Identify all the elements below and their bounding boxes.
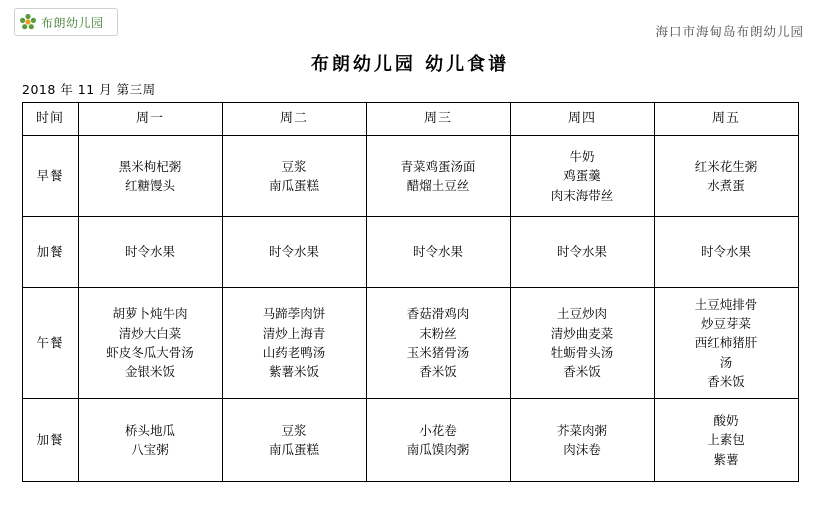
menu-cell [366, 399, 510, 482]
menu-cell [222, 136, 366, 217]
menu-item: 桥头地瓜 [124, 422, 175, 438]
menu-cell [654, 288, 798, 399]
document-header [0, 0, 820, 44]
menu-item: 时令水果 [412, 244, 463, 260]
menu-cell [510, 136, 654, 217]
flower-logo-icon [19, 13, 37, 31]
menu-item: 豆浆 [281, 158, 307, 174]
menu-item: 上素包 [707, 432, 745, 448]
menu-item: 土豆炖排骨 [694, 296, 758, 312]
table-header-row [22, 103, 798, 136]
menu-cell [654, 217, 798, 288]
menu-cell [510, 217, 654, 288]
row-label-lunch: 午餐 [22, 288, 78, 399]
menu-item: 南瓜馍肉粥 [406, 442, 470, 457]
page-title: 布朗幼儿园 幼儿食谱 [310, 54, 510, 75]
menu-item: 鸡蛋羹 [563, 168, 601, 184]
menu-item: 炒豆芽菜 [700, 315, 751, 331]
organization-name: 海口市海甸岛布朗幼儿园 [655, 24, 804, 39]
menu-item: 香米饭 [707, 374, 745, 390]
menu-item: 西红柿猪肝 [694, 335, 758, 351]
menu-item: 八宝粥 [131, 442, 169, 457]
menu-item: 香米饭 [563, 364, 601, 380]
row-label-breakfast: 早餐 [22, 136, 78, 217]
table-row [22, 288, 798, 399]
menu-cell [366, 136, 510, 217]
menu-cell [654, 399, 798, 482]
row-label-morning-snack: 加餐 [22, 217, 78, 288]
menu-item: 末粉丝 [419, 325, 457, 341]
menu-item: 南瓜蛋糕 [268, 178, 319, 193]
menu-item: 小花卷 [419, 422, 457, 438]
menu-table [22, 102, 799, 482]
menu-cell [222, 217, 366, 288]
menu-item: 醋熘土豆丝 [406, 178, 470, 193]
menu-item: 青菜鸡蛋汤面 [400, 158, 476, 174]
menu-item: 南瓜蛋糕 [268, 442, 319, 457]
row-label-afternoon-snack: 加餐 [22, 399, 78, 482]
menu-item: 玉米猪骨汤 [406, 345, 470, 360]
column-header-friday: 周五 [654, 103, 798, 136]
menu-item: 豆浆 [281, 422, 307, 438]
menu-item: 香米饭 [419, 364, 457, 380]
table-row [22, 136, 798, 217]
column-header-tuesday: 周二 [222, 103, 366, 136]
menu-cell [366, 288, 510, 399]
kindergarten-logo [14, 8, 118, 36]
menu-item: 土豆炒肉 [556, 306, 607, 322]
menu-item: 胡萝卜炖牛肉 [112, 306, 188, 322]
menu-cell [366, 217, 510, 288]
column-header-wednesday: 周三 [366, 103, 510, 136]
menu-item: 黑米枸杞粥 [118, 158, 182, 174]
menu-item: 香菇滑鸡肉 [406, 306, 470, 322]
menu-cell [222, 288, 366, 399]
column-header-monday: 周一 [78, 103, 222, 136]
menu-cell [222, 399, 366, 482]
menu-item: 时令水果 [700, 244, 751, 260]
menu-cell [510, 288, 654, 399]
menu-item: 汤 [719, 354, 733, 370]
menu-item: 紫薯 [713, 451, 739, 467]
menu-item: 芥菜肉粥 [556, 422, 607, 438]
menu-item: 红米花生粥 [694, 158, 758, 174]
menu-item: 红糖馒头 [124, 178, 175, 193]
menu-cell [78, 288, 222, 399]
menu-cell [510, 399, 654, 482]
menu-cell [654, 136, 798, 217]
menu-item: 时令水果 [556, 244, 607, 260]
menu-item: 清炒大白菜 [118, 325, 182, 341]
menu-item: 金银米饭 [124, 364, 175, 380]
menu-item: 水煮蛋 [707, 178, 745, 193]
table-row [22, 217, 798, 288]
column-header-thursday: 周四 [510, 103, 654, 136]
menu-item: 虾皮冬瓜大骨汤 [106, 345, 194, 360]
menu-item: 时令水果 [124, 244, 175, 260]
menu-item: 马蹄荸肉饼 [262, 306, 326, 322]
menu-item: 牡蛎骨头汤 [550, 345, 614, 360]
menu-item: 清炒上海青 [262, 325, 326, 341]
menu-item: 肉沫卷 [563, 442, 601, 457]
week-label: 2018 年 11 月 第三周 [22, 82, 156, 97]
logo-text: 布朗幼儿园 [41, 15, 104, 30]
menu-cell [78, 399, 222, 482]
menu-item: 牛奶 [569, 148, 595, 164]
menu-item: 肉末海带丝 [550, 187, 614, 203]
column-header-time: 时间 [22, 103, 78, 136]
menu-item: 山药老鸭汤 [262, 345, 326, 360]
menu-item: 酸奶 [713, 412, 739, 428]
menu-item: 紫薯米饭 [268, 364, 319, 380]
table-row [22, 399, 798, 482]
menu-item: 时令水果 [268, 244, 319, 260]
menu-item: 清炒曲麦菜 [550, 325, 614, 341]
menu-cell [78, 217, 222, 288]
menu-cell [78, 136, 222, 217]
